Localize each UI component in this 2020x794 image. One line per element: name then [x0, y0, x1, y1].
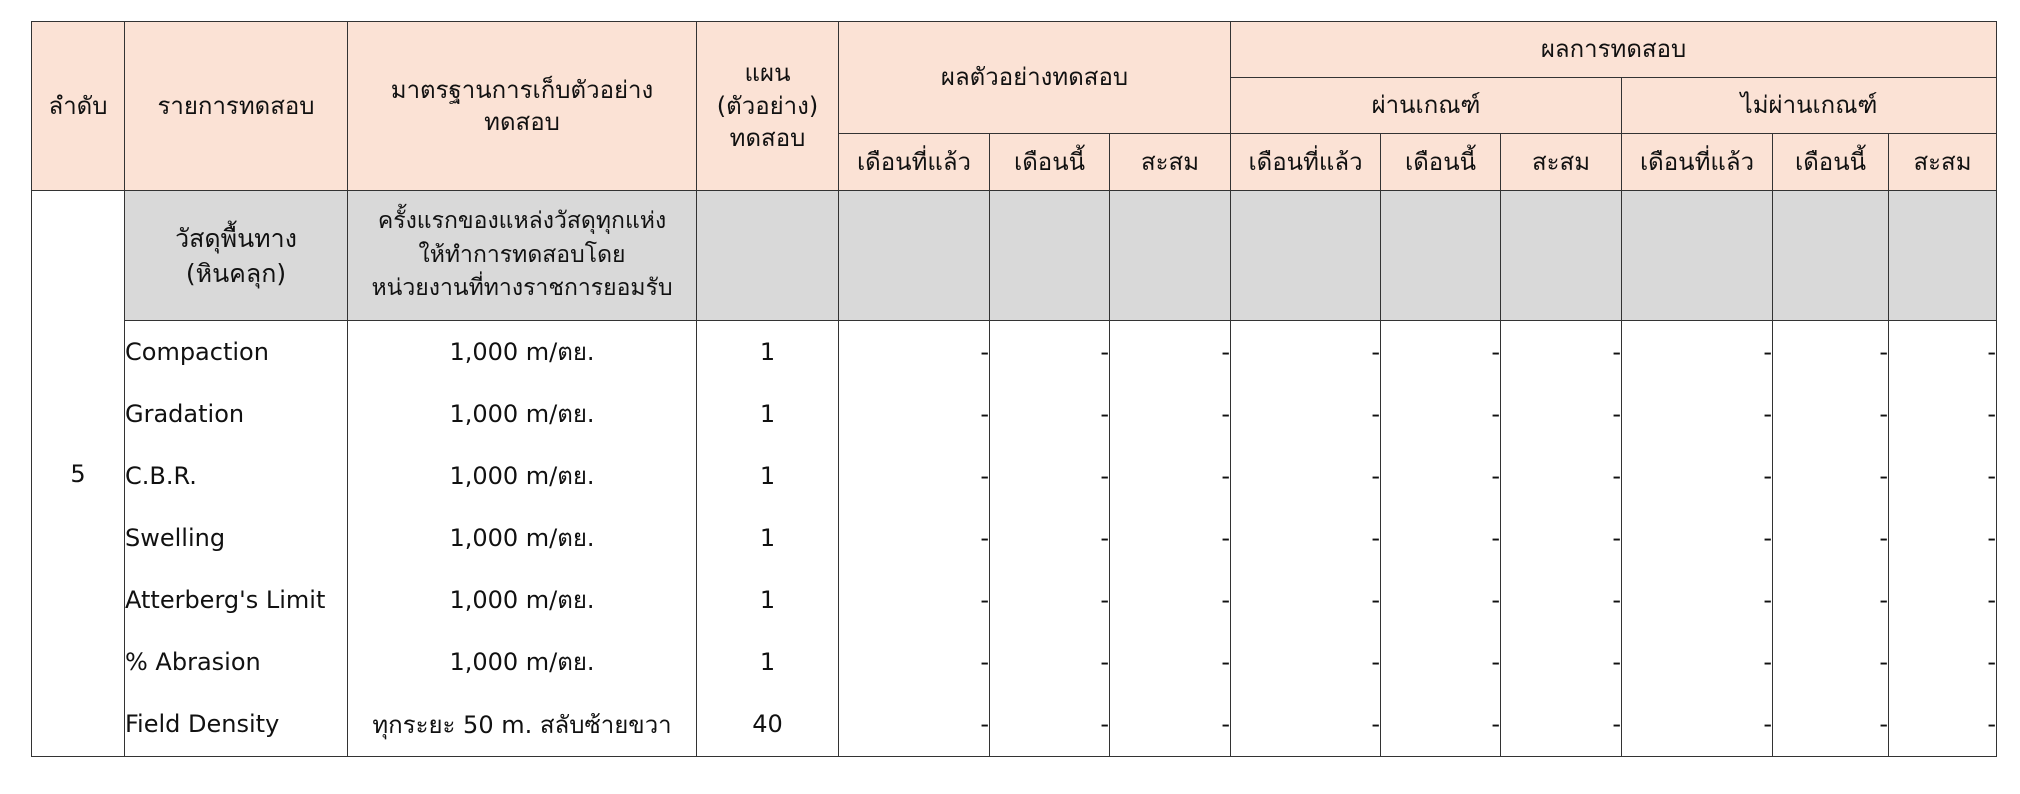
group-empty-cell: [839, 191, 990, 321]
result-value-cell: -: [990, 631, 1110, 693]
result-value-cell: -: [1773, 383, 1889, 445]
test-item-standard: 1,000 m/ตย.: [348, 383, 697, 445]
header-samples: ผลตัวอย่างทดสอบ: [839, 22, 1231, 134]
result-value-cell: -: [1501, 383, 1622, 445]
result-value-cell: -: [1110, 445, 1231, 507]
result-value-cell: -: [990, 507, 1110, 569]
test-item-standard: 1,000 m/ตย.: [348, 507, 697, 569]
result-value-cell: -: [1501, 693, 1622, 757]
result-value-cell: -: [1501, 569, 1622, 631]
result-value-cell: -: [1231, 445, 1381, 507]
test-item-name: Atterberg's Limit: [125, 569, 348, 631]
test-item-plan: 1: [697, 445, 839, 507]
result-value-cell: -: [1501, 445, 1622, 507]
header-samples-cumulative: สะสม: [1110, 134, 1231, 191]
result-value-cell: -: [1622, 569, 1773, 631]
result-value-cell: -: [1231, 693, 1381, 757]
test-item-standard: 1,000 m/ตย.: [348, 445, 697, 507]
result-value-cell: -: [1773, 507, 1889, 569]
group-empty-cell: [697, 191, 839, 321]
result-value-cell: -: [1381, 631, 1501, 693]
result-value-cell: -: [1889, 569, 1997, 631]
group-standard-line3: หน่วยงานที่ทางราชการยอมรับ: [371, 275, 673, 302]
table-row: [32, 445, 1997, 507]
result-value-cell: -: [990, 569, 1110, 631]
test-item-standard: 1,000 m/ตย.: [348, 321, 697, 383]
result-value-cell: -: [1110, 321, 1231, 383]
test-results-table: [31, 21, 1997, 757]
result-value-cell: -: [1889, 383, 1997, 445]
result-value-cell: -: [1773, 569, 1889, 631]
test-item-standard: ทุกระยะ 50 m. สลับซ้ายขวา: [348, 693, 697, 757]
group-name-line2: (หินคลุก): [185, 258, 287, 288]
result-value-cell: -: [1889, 445, 1997, 507]
result-value-cell: -: [1381, 445, 1501, 507]
header-fail-cumulative: สะสม: [1889, 134, 1997, 191]
result-value-cell: -: [1110, 631, 1231, 693]
result-value-cell: -: [1773, 321, 1889, 383]
result-value-cell: -: [1622, 383, 1773, 445]
result-value-cell: -: [1231, 507, 1381, 569]
header-seq: ลำดับ: [32, 22, 125, 191]
result-value-cell: -: [1501, 507, 1622, 569]
result-value-cell: -: [990, 693, 1110, 757]
result-value-cell: -: [839, 445, 990, 507]
result-value-cell: -: [1622, 321, 1773, 383]
group-empty-cell: [1231, 191, 1381, 321]
table-row: [32, 631, 1997, 693]
test-item-standard: 1,000 m/ตย.: [348, 569, 697, 631]
result-value-cell: -: [1231, 631, 1381, 693]
result-value-cell: -: [1381, 693, 1501, 757]
result-value-cell: -: [1622, 445, 1773, 507]
result-value-cell: -: [1773, 631, 1889, 693]
result-value-cell: -: [839, 569, 990, 631]
group-standard: [348, 191, 697, 321]
header-plan: แผน (ตัวอย่าง) ทดสอบ: [697, 22, 839, 191]
header-samples-last-month: เดือนที่แล้ว: [839, 134, 990, 191]
group-seq: 5: [32, 191, 125, 757]
header-pass-cumulative: สะสม: [1501, 134, 1622, 191]
result-value-cell: -: [990, 383, 1110, 445]
result-value-cell: -: [1231, 569, 1381, 631]
table-row: [32, 693, 1997, 757]
result-value-cell: -: [1889, 507, 1997, 569]
result-value-cell: -: [839, 383, 990, 445]
table-body: [32, 191, 1997, 757]
result-value-cell: -: [1381, 321, 1501, 383]
test-item-name: % Abrasion: [125, 631, 348, 693]
test-item-name: Swelling: [125, 507, 348, 569]
header-pass-this-month: เดือนนี้: [1381, 134, 1501, 191]
result-value-cell: -: [839, 321, 990, 383]
group-empty-cell: [1501, 191, 1622, 321]
header-item: รายการทดสอบ: [125, 22, 348, 191]
header-samples-this-month: เดือนนี้: [990, 134, 1110, 191]
result-value-cell: -: [1622, 507, 1773, 569]
table-row: [32, 569, 1997, 631]
result-value-cell: -: [839, 507, 990, 569]
result-value-cell: -: [839, 693, 990, 757]
result-value-cell: -: [1622, 631, 1773, 693]
group-standard-line1: ครั้งแรกของแหล่งวัสดุทุกแห่ง: [377, 208, 667, 235]
test-item-plan: 1: [697, 507, 839, 569]
result-value-cell: -: [990, 321, 1110, 383]
result-value-cell: -: [1381, 507, 1501, 569]
test-item-plan: 1: [697, 569, 839, 631]
result-value-cell: -: [1231, 321, 1381, 383]
result-value-cell: -: [1773, 693, 1889, 757]
header-fail-last-month: เดือนที่แล้ว: [1622, 134, 1773, 191]
group-row: [32, 191, 1997, 321]
group-name-line1: วัสดุพื้นทาง: [175, 223, 297, 253]
header-fail: ไม่ผ่านเกณฑ์: [1622, 78, 1997, 134]
test-item-plan: 1: [697, 631, 839, 693]
header-fail-this-month: เดือนนี้: [1773, 134, 1889, 191]
result-value-cell: -: [1622, 693, 1773, 757]
table-row: [32, 383, 1997, 445]
result-value-cell: -: [1501, 631, 1622, 693]
group-standard-line2: ให้ทำการทดสอบโดย: [418, 241, 626, 268]
header-pass: ผ่านเกณฑ์: [1231, 78, 1622, 134]
test-item-plan: 40: [697, 693, 839, 757]
result-value-cell: -: [1889, 631, 1997, 693]
test-item-name: Gradation: [125, 383, 348, 445]
group-empty-cell: [1622, 191, 1773, 321]
test-item-plan: 1: [697, 383, 839, 445]
result-value-cell: -: [1110, 569, 1231, 631]
result-value-cell: -: [1501, 321, 1622, 383]
test-item-standard: 1,000 m/ตย.: [348, 631, 697, 693]
result-value-cell: -: [1231, 383, 1381, 445]
result-value-cell: -: [1110, 693, 1231, 757]
test-item-name: C.B.R.: [125, 445, 348, 507]
result-value-cell: -: [1381, 569, 1501, 631]
result-value-cell: -: [1889, 321, 1997, 383]
header-results: ผลการทดสอบ: [1231, 22, 1997, 78]
group-empty-cell: [1110, 191, 1231, 321]
test-item-name: Field Density: [125, 693, 348, 757]
result-value-cell: -: [1110, 507, 1231, 569]
table-row: [32, 507, 1997, 569]
group-empty-cell: [990, 191, 1110, 321]
test-item-plan: 1: [697, 321, 839, 383]
group-name: [125, 191, 348, 321]
result-value-cell: -: [990, 445, 1110, 507]
result-value-cell: -: [1381, 383, 1501, 445]
result-value-cell: -: [1889, 693, 1997, 757]
result-value-cell: -: [1110, 383, 1231, 445]
group-empty-cell: [1889, 191, 1997, 321]
result-value-cell: -: [1773, 445, 1889, 507]
group-empty-cell: [1381, 191, 1501, 321]
header-standard: มาตรฐานการเก็บตัวอย่างทดสอบ: [348, 22, 697, 191]
table-row: [32, 321, 1997, 383]
header-pass-last-month: เดือนที่แล้ว: [1231, 134, 1381, 191]
result-value-cell: -: [839, 631, 990, 693]
group-empty-cell: [1773, 191, 1889, 321]
test-item-name: Compaction: [125, 321, 348, 383]
